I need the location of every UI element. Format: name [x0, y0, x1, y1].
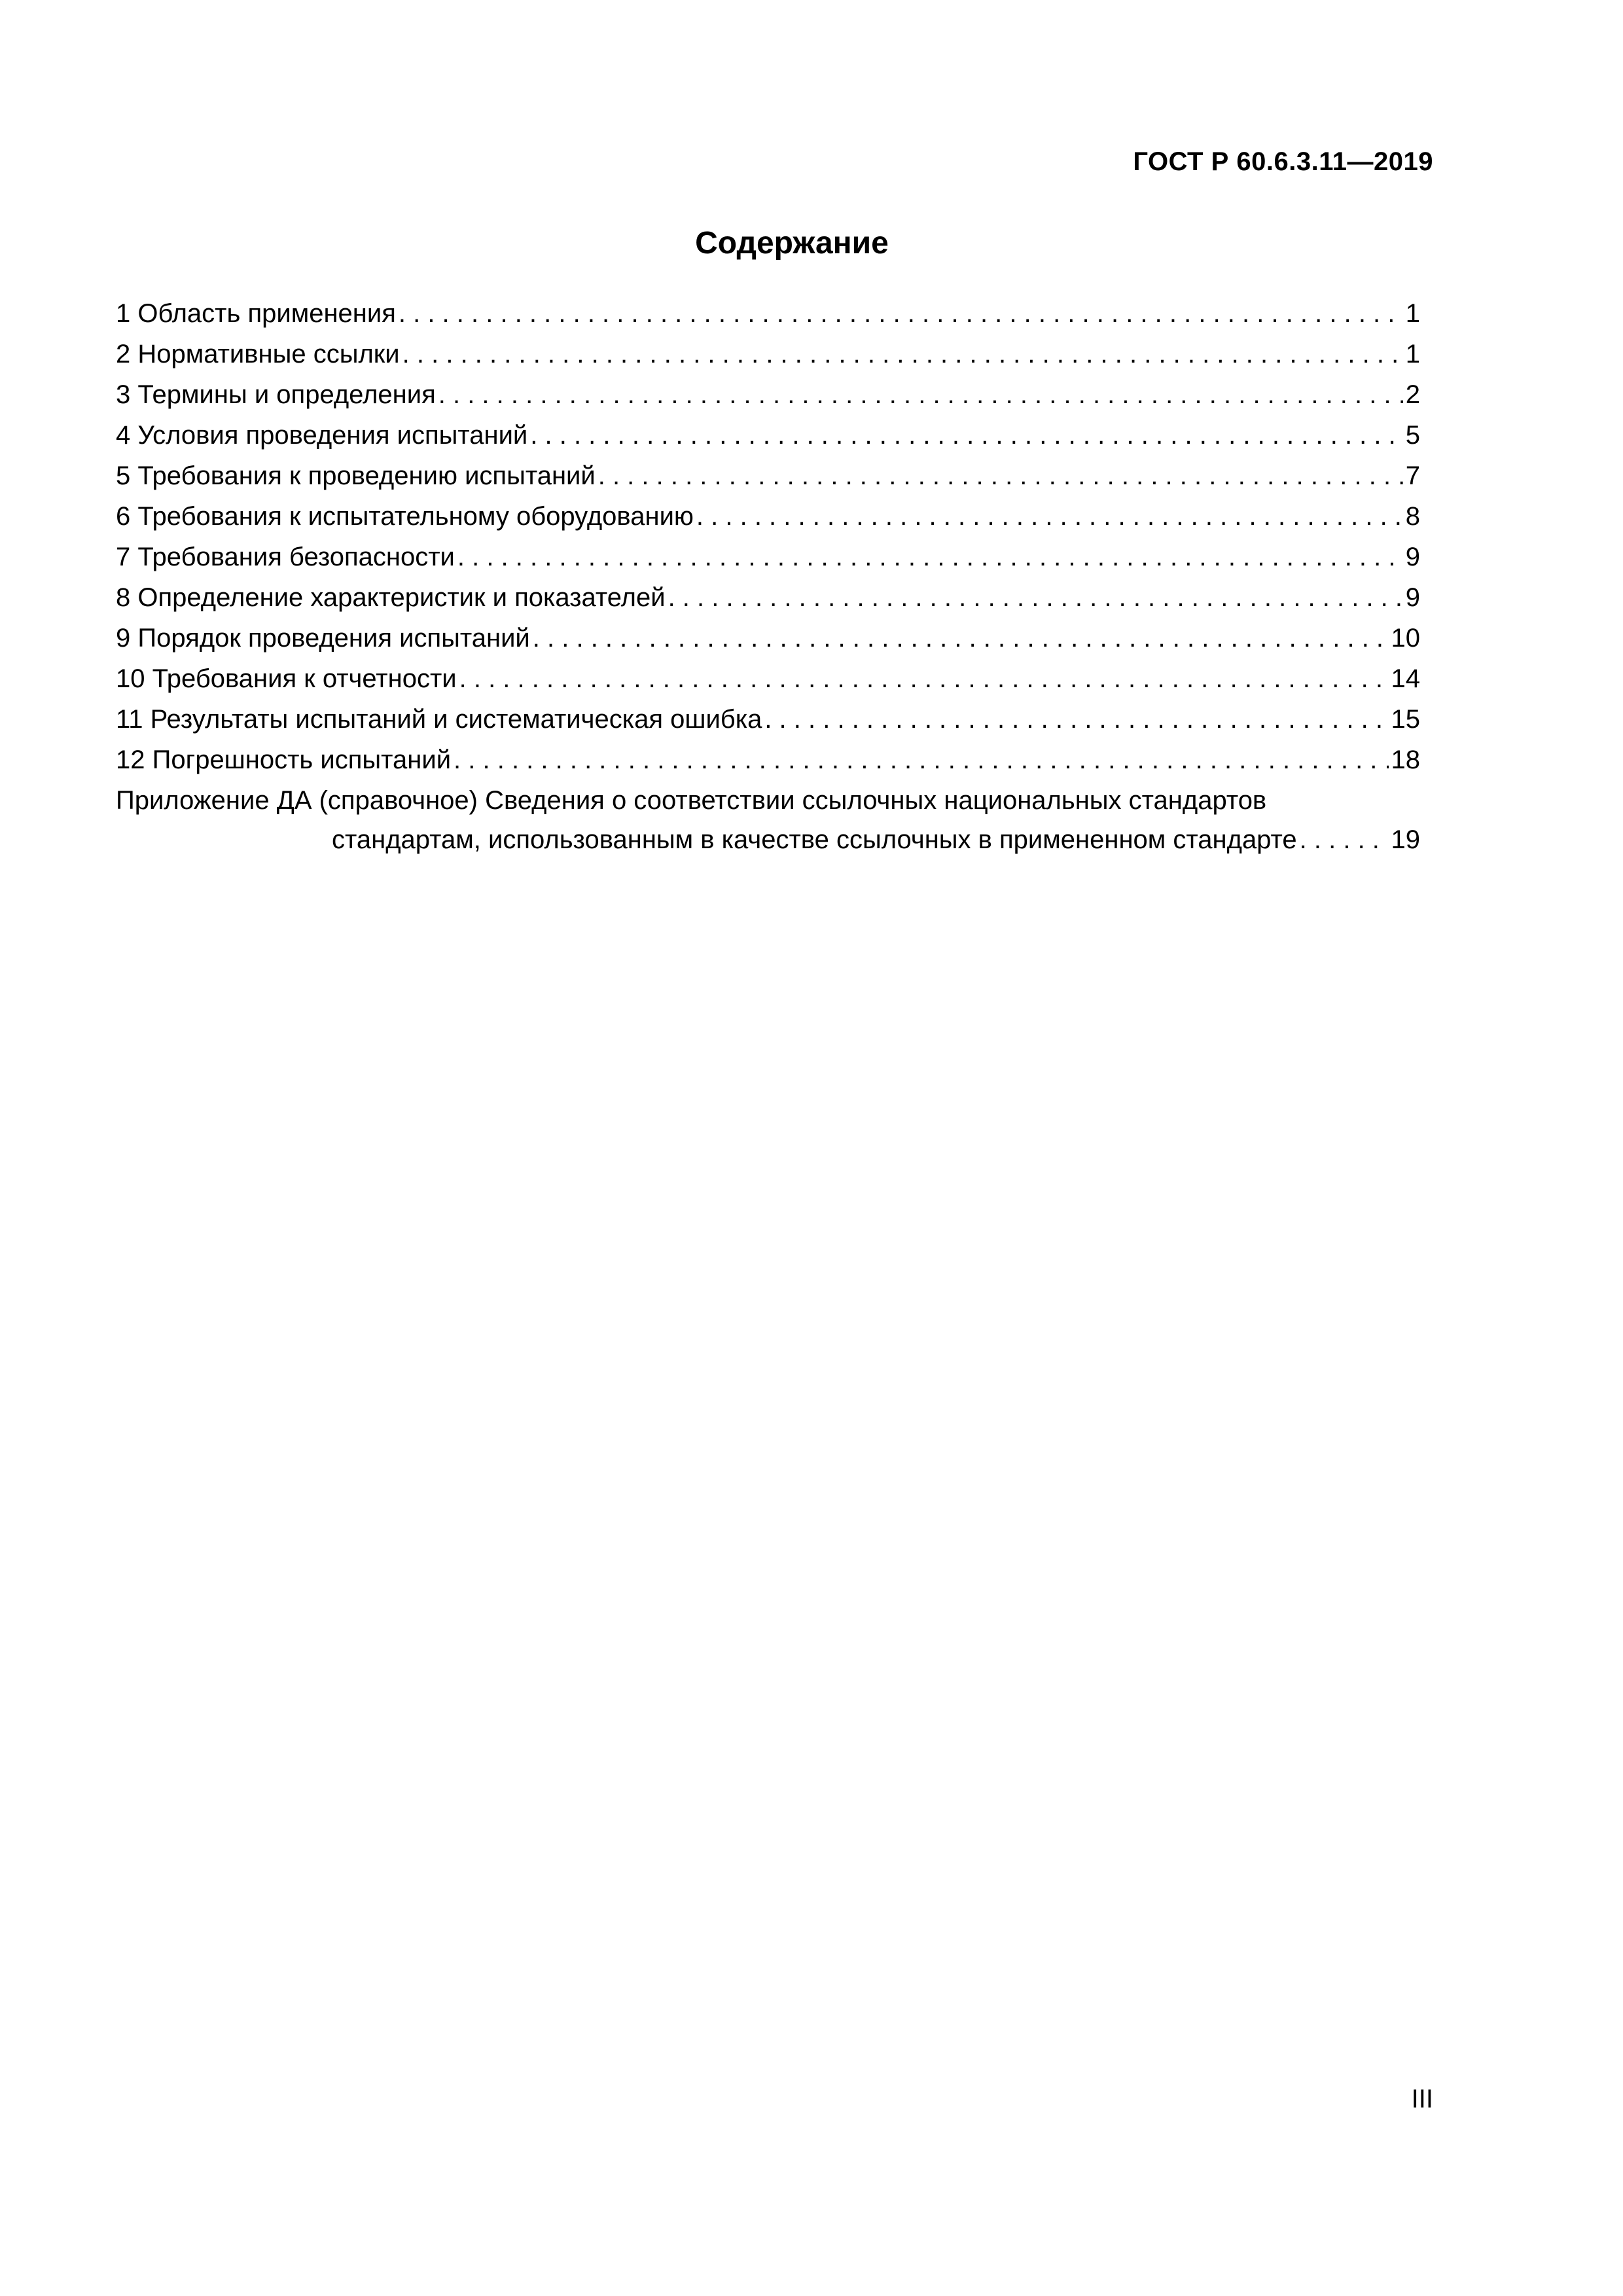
- toc-entry[interactable]: [116, 415, 1420, 456]
- toc-entry-label: 10 Требования к отчетности: [116, 664, 457, 693]
- dot-leader: [402, 334, 1403, 374]
- toc-entry-label: 4 Условия проведения испытаний: [116, 421, 528, 450]
- toc-list: [116, 293, 1420, 859]
- document-code: ГОСТ Р 60.6.3.11—2019: [1133, 147, 1433, 176]
- dot-leader: [438, 374, 1403, 415]
- toc-entry-label: 12 Погрешность испытаний: [116, 745, 452, 774]
- toc-entry[interactable]: [116, 699, 1420, 740]
- dot-leader: [399, 293, 1403, 334]
- toc-entry-label: 8 Определение характеристик и показателей: [116, 583, 666, 612]
- toc-entry[interactable]: [116, 293, 1420, 334]
- toc-entry-label: 9 Порядок проведения испытаний: [116, 624, 530, 653]
- toc-entry-label: 7 Требования безопасности: [116, 543, 455, 571]
- toc-entry-label: 1 Область применения: [116, 299, 396, 328]
- toc-entry-page: 1: [1405, 340, 1420, 368]
- toc-entry-page: 10: [1391, 624, 1420, 653]
- toc-entry-label: 6 Требования к испытательному оборудованию: [116, 502, 694, 531]
- appendix-title-line2-row: [116, 821, 1420, 859]
- toc-entry-page: 19: [1391, 825, 1420, 854]
- toc-entry-page: 15: [1391, 705, 1420, 734]
- toc-entry[interactable]: [116, 374, 1420, 415]
- toc-entry-page: 1: [1405, 299, 1420, 328]
- toc-entry-label: 3 Термины и определения: [116, 380, 436, 409]
- toc-entry-page: 5: [1405, 421, 1420, 450]
- toc-entry[interactable]: [116, 456, 1420, 496]
- appendix-title-line1: Приложение ДА (справочное) Сведения о соответствии ссылочных национальных стандартов: [116, 786, 1267, 815]
- dot-leader: [668, 577, 1403, 618]
- toc-entry-page: 9: [1405, 543, 1420, 571]
- appendix-title-line2: стандартам, использованным в качестве ссылочных в примененном стандарте: [332, 825, 1297, 854]
- dot-leader: [530, 415, 1402, 456]
- toc-entry-page: 9: [1405, 583, 1420, 612]
- page-number: III: [1411, 2085, 1433, 2113]
- toc-entry[interactable]: [116, 496, 1420, 537]
- toc-entry-page: 18: [1391, 745, 1420, 774]
- toc-entry[interactable]: [116, 537, 1420, 577]
- dot-leader: [454, 740, 1388, 780]
- dot-leader: [696, 496, 1403, 537]
- toc-appendix-entry[interactable]: [116, 780, 1420, 859]
- toc-entry-page: 8: [1405, 502, 1420, 531]
- toc-entry[interactable]: [116, 334, 1420, 374]
- dot-leader: [764, 699, 1388, 740]
- toc-entry-label: 5 Требования к проведению испытаний: [116, 461, 596, 490]
- toc-entry[interactable]: [116, 618, 1420, 658]
- toc-entry-label: 2 Нормативные ссылки: [116, 340, 400, 368]
- dot-leader: [457, 537, 1403, 577]
- dot-leader: [598, 456, 1403, 496]
- toc-entry[interactable]: [116, 740, 1420, 780]
- toc-entry-page: 14: [1391, 664, 1420, 693]
- toc-entry[interactable]: [116, 658, 1420, 699]
- toc-entry-page: 7: [1405, 461, 1420, 490]
- toc-entry[interactable]: [116, 577, 1420, 618]
- dot-leader: [533, 618, 1389, 658]
- toc-title: Содержание: [695, 226, 889, 260]
- toc-entry-label: 11 Результаты испытаний и систематическая ошибка: [116, 705, 762, 734]
- toc-entry-page: 2: [1405, 380, 1420, 409]
- dot-leader: [1300, 821, 1389, 859]
- dot-leader: [459, 658, 1389, 699]
